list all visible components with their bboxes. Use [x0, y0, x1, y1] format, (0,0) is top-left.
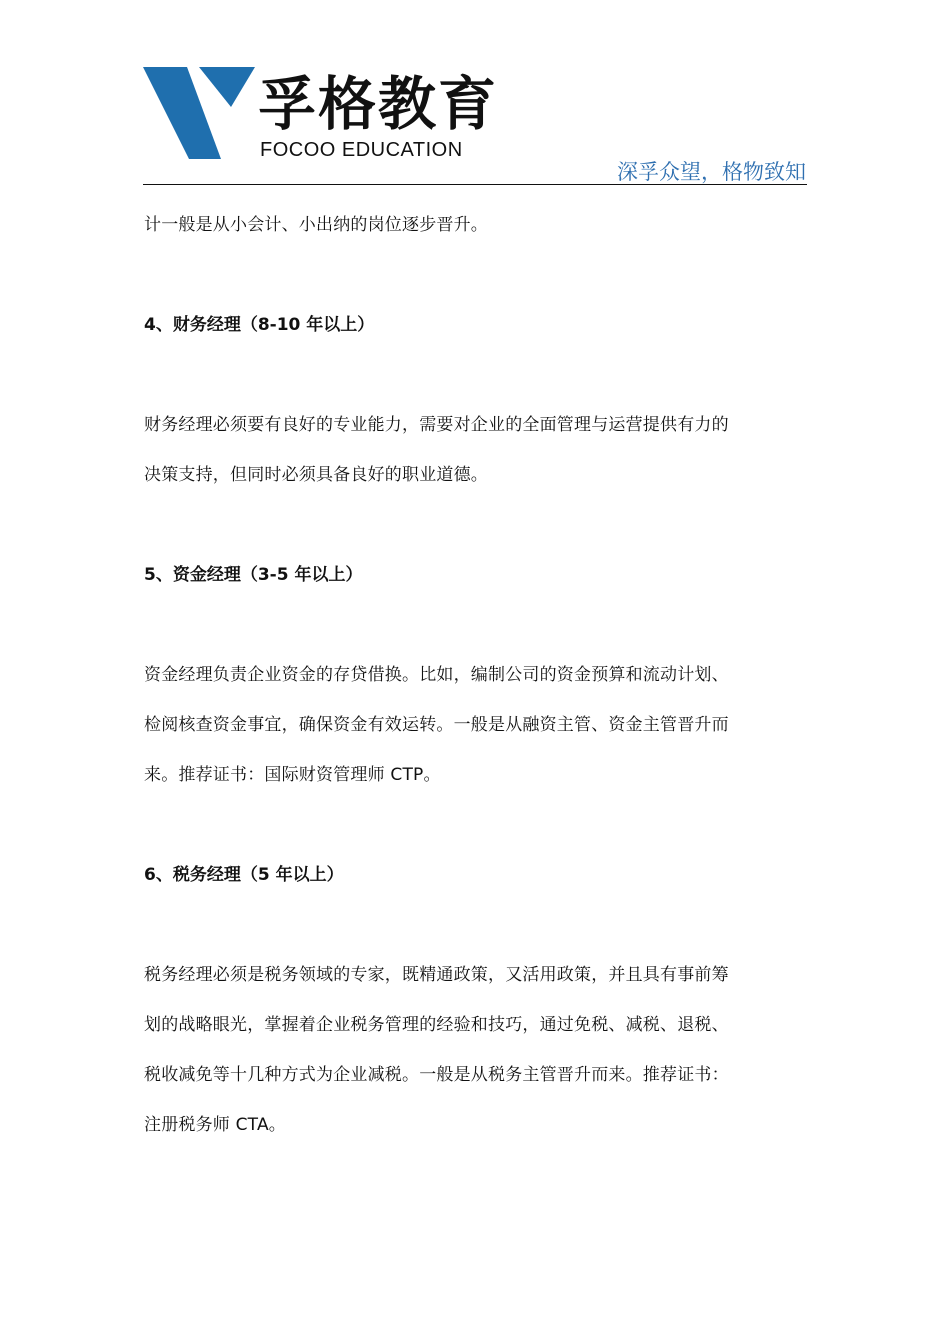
paragraph-line: 来。推荐证书：国际财资管理师 CTP。: [144, 765, 441, 785]
intro-paragraph-tail: 计一般是从小会计、小出纳的岗位逐步晋升。: [144, 215, 488, 235]
section-heading-tax-manager: 6、税务经理（5 年以上）: [144, 865, 344, 885]
section-heading-finance-manager: 4、财务经理（8-10 年以上）: [144, 315, 375, 335]
paragraph-line: 决策支持，但同时必须具备良好的职业道德。: [144, 465, 488, 485]
paragraph-line: 划的战略眼光，掌握着企业税务管理的经验和技巧，通过免税、减税、退税、: [144, 1015, 729, 1035]
paragraph-line: 注册税务师 CTA。: [144, 1115, 286, 1135]
spacer: [144, 350, 808, 400]
paragraph-line: 税收减免等十几种方式为企业减税。一般是从税务主管晋升而来。推荐证书：: [144, 1065, 729, 1085]
paragraph-line: 资金经理负责企业资金的存贷借换。比如，编制公司的资金预算和流动计划、: [144, 665, 729, 685]
page-header: [0, 0, 950, 190]
paragraph-line: 检阅核查资金事宜，确保资金有效运转。一般是从融资主管、资金主管晋升而: [144, 715, 729, 735]
spacer: [144, 900, 808, 950]
header-divider: [143, 184, 807, 185]
section-heading-treasury-manager: 5、资金经理（3-5 年以上）: [144, 565, 363, 585]
spacer: [144, 800, 808, 850]
focoo-logo-icon: [143, 67, 255, 159]
document-body: [144, 200, 808, 1150]
spacer: [144, 250, 808, 300]
paragraph-line: 财务经理必须要有良好的专业能力，需要对企业的全面管理与运营提供有力的: [144, 415, 729, 435]
paragraph-line: 税务经理必须是税务领域的专家，既精通政策，又活用政策，并且具有事前筹: [144, 965, 729, 985]
header-slogan: 深孚众望，格物致知: [617, 160, 806, 184]
logo-text-cn: 孚格教育: [258, 70, 499, 138]
spacer: [144, 500, 808, 550]
logo-text-en: FOCOO EDUCATION: [260, 139, 463, 161]
spacer: [144, 600, 808, 650]
